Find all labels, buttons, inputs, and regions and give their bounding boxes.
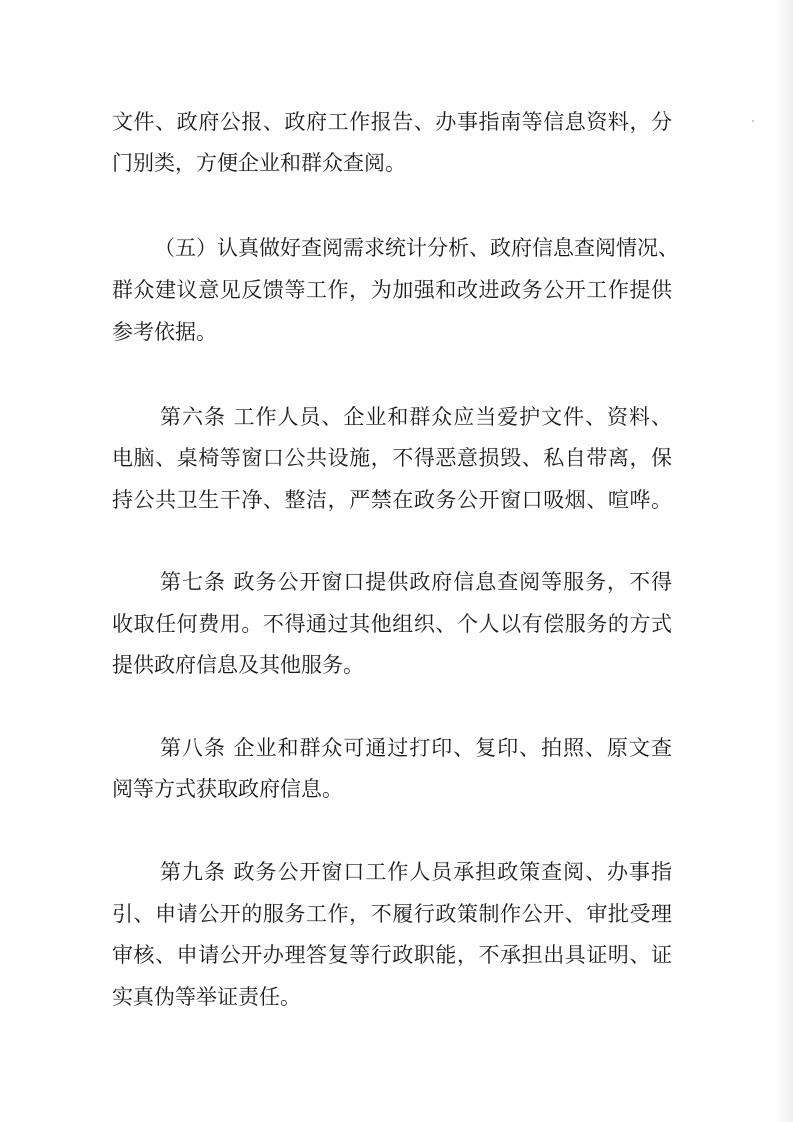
text-line: 阅等方式获取政府信息。 bbox=[112, 777, 343, 801]
text-line: 文件、政府公报、政府工作报告、办事指南等信息资料，分 bbox=[112, 110, 672, 134]
text-line: 提供政府信息及其他服务。 bbox=[112, 653, 364, 677]
text-line: 第八条 企业和群众可通过打印、复印、拍照、原文查 bbox=[160, 736, 672, 760]
text-line: 群众建议意见反馈等工作，为加强和改进政务公开工作提供 bbox=[112, 278, 672, 302]
text-line: 收取任何费用。不得通过其他组织、个人以有偿服务的方式 bbox=[112, 612, 672, 636]
text-line: 持公共卫生干净、整洁，严禁在政务公开窗口吸烟、喧哗。 bbox=[112, 488, 672, 512]
scan-speck bbox=[752, 120, 754, 122]
text-line: 门别类，方便企业和群众查阅。 bbox=[112, 151, 406, 175]
scan-edge-shadow bbox=[775, 0, 793, 1122]
text-line: 第七条 政务公开窗口提供政府信息查阅等服务，不得 bbox=[160, 570, 672, 594]
text-line: 引、申请公开的服务工作，不履行政策制作公开、审批受理 bbox=[112, 902, 672, 926]
text-line: （五）认真做好查阅需求统计分析、政府信息查阅情况、 bbox=[154, 236, 679, 260]
text-line: 电脑、桌椅等窗口公共设施，不得恶意损毁、私自带离，保 bbox=[112, 446, 672, 470]
text-line: 实真伪等举证责任。 bbox=[112, 985, 301, 1009]
text-line: 参考依据。 bbox=[112, 320, 217, 344]
text-line: 审核、申请公开办理答复等行政职能，不承担出具证明、证 bbox=[112, 943, 672, 967]
text-line: 第九条 政务公开窗口工作人员承担政策查阅、办事指 bbox=[160, 860, 672, 884]
text-line: 第六条 工作人员、企业和群众应当爱护文件、资料、 bbox=[160, 405, 672, 429]
